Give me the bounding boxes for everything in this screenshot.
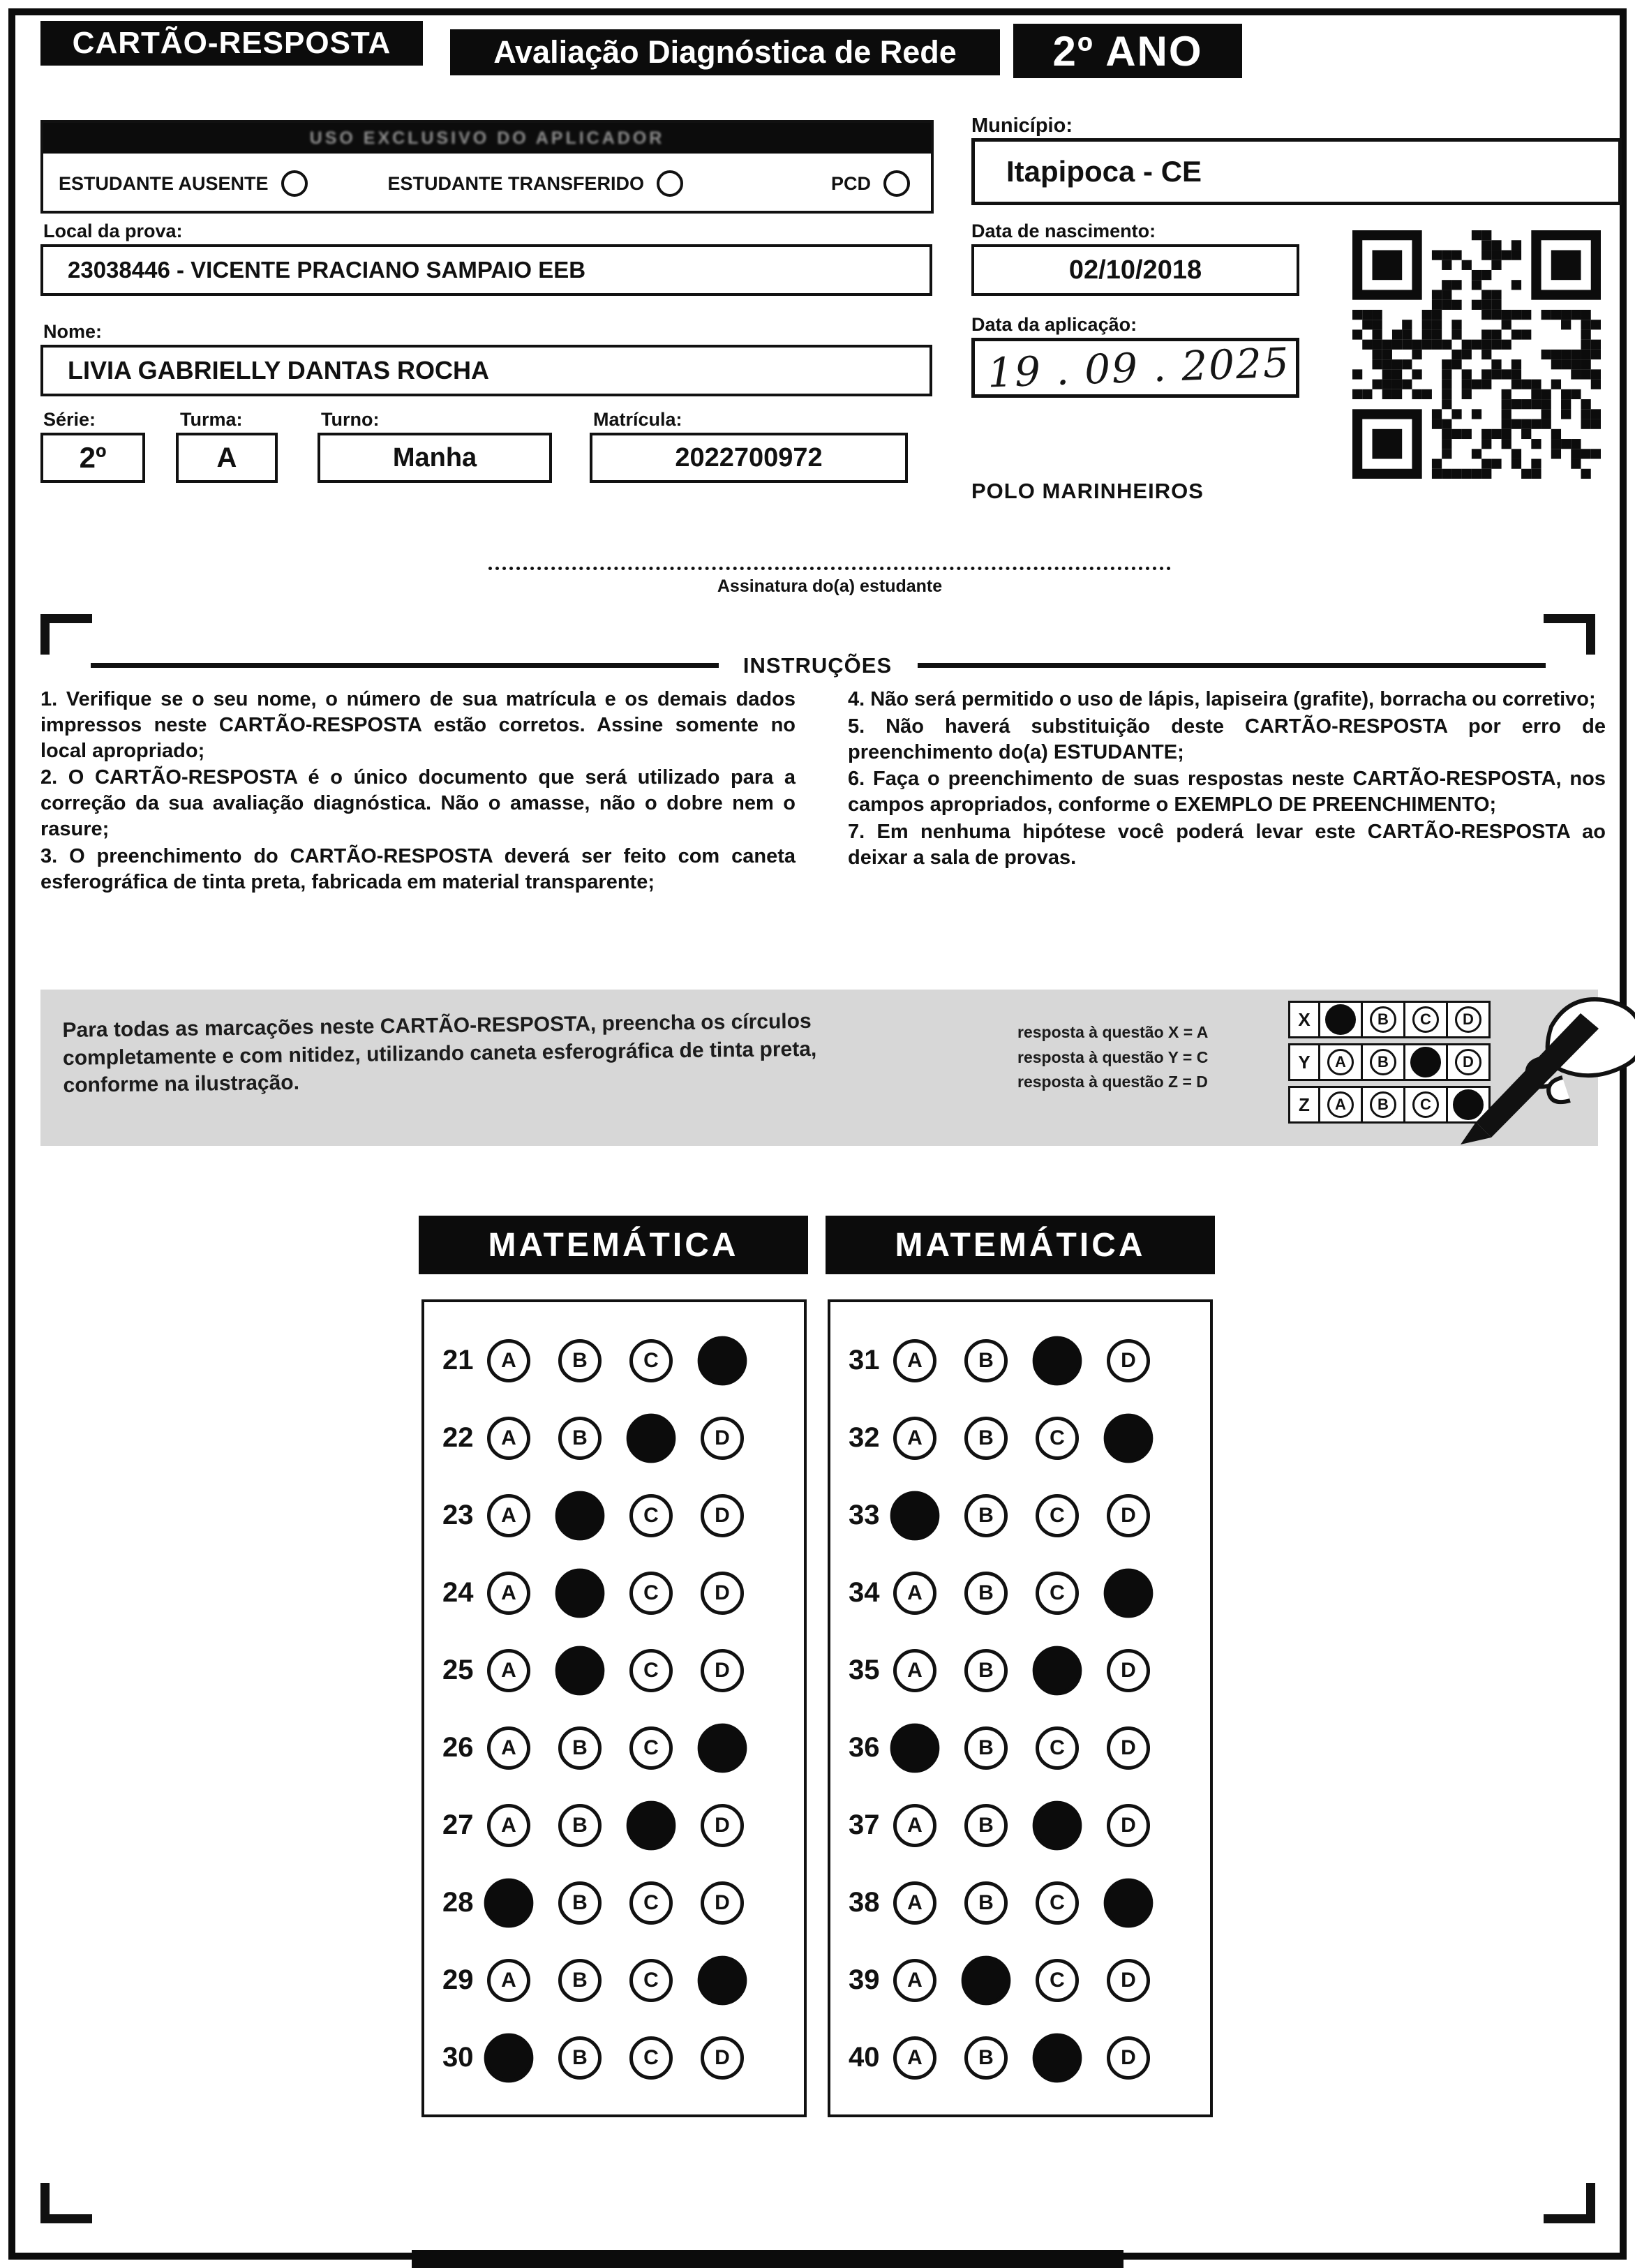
data-nascimento-value: 02/10/2018 xyxy=(971,244,1299,296)
question-number: 28 xyxy=(442,1887,474,1918)
question-row-28 xyxy=(424,1864,804,1941)
answer-bubble-24-d[interactable]: D xyxy=(701,1572,744,1615)
answer-bubble-40-a[interactable]: A xyxy=(893,2036,936,2080)
instructions-title: INSTRUÇÕES xyxy=(742,653,893,678)
answer-bubble-23-d[interactable]: D xyxy=(701,1494,744,1537)
example-bubble-a xyxy=(1325,1004,1356,1035)
answer-bubble-39-b[interactable] xyxy=(962,1955,1011,2005)
answer-bubble-31-b[interactable]: B xyxy=(964,1339,1008,1382)
local-da-prova-label: Local da prova: xyxy=(43,221,183,241)
answer-bubble-30-c[interactable]: C xyxy=(629,2036,673,2080)
question-row-24 xyxy=(424,1554,804,1632)
polo-label: POLO MARINHEIROS xyxy=(971,479,1204,503)
example-bubble-c: C xyxy=(1412,1006,1439,1033)
municipio-label: Município: xyxy=(971,114,1073,137)
example-cell xyxy=(1446,1001,1491,1038)
question-number: 36 xyxy=(849,1732,880,1763)
example-bubble-b: B xyxy=(1370,1006,1396,1033)
bottom-timing-bar xyxy=(412,2250,1123,2268)
answer-bubble-21-a[interactable]: A xyxy=(487,1339,530,1382)
question-row-30 xyxy=(424,2019,804,2096)
answer-bubble-31-d[interactable]: D xyxy=(1107,1339,1150,1382)
turma-label: Turma: xyxy=(180,409,243,430)
answer-bubble-27-c[interactable] xyxy=(627,1800,676,1850)
example-row-y xyxy=(1288,1043,1491,1081)
applicator-option-label: ESTUDANTE TRANSFERIDO xyxy=(387,172,645,194)
local-da-prova-value: 23038446 - VICENTE PRACIANO SAMPAIO EEB xyxy=(40,244,932,296)
answer-bubble-24-b[interactable] xyxy=(555,1568,605,1618)
answer-bubble-40-d[interactable]: D xyxy=(1107,2036,1150,2080)
answer-bubble-28-a[interactable] xyxy=(484,1878,534,1927)
question-row-39 xyxy=(830,1941,1210,2019)
answer-bubble-37-b[interactable]: B xyxy=(964,1804,1008,1847)
answer-bubble-28-c[interactable]: C xyxy=(629,1881,673,1925)
answer-bubble-34-c[interactable]: C xyxy=(1036,1572,1079,1615)
example-bubble-a: A xyxy=(1327,1049,1354,1075)
instruction-item: 6. Faça o preenchimento de suas respostas neste CARTÃO-RESPOSTA, nos campos apropriados, conforme o EXEMPLO DE PREENCHIMENTO; xyxy=(848,768,1606,816)
question-number: 24 xyxy=(442,1577,474,1608)
applicator-section xyxy=(40,120,934,214)
answer-bubble-29-c[interactable]: C xyxy=(629,1959,673,2002)
answer-block-31-40 xyxy=(828,1299,1213,2117)
example-cell xyxy=(1446,1043,1491,1081)
answer-bubble-34-a[interactable]: A xyxy=(893,1572,936,1615)
applicator-bar xyxy=(43,123,931,154)
answer-bubble-21-c[interactable]: C xyxy=(629,1339,673,1382)
applicator-option-1 xyxy=(59,170,308,197)
answer-bubble-25-d[interactable]: D xyxy=(701,1649,744,1692)
fill-example-grid xyxy=(1288,1001,1491,1128)
example-bubble-a: A xyxy=(1327,1091,1354,1118)
answer-bubble-30-d[interactable]: D xyxy=(701,2036,744,2080)
answer-bubble-36-d[interactable]: D xyxy=(1107,1726,1150,1770)
answer-bubble-37-d[interactable]: D xyxy=(1107,1804,1150,1847)
answer-bubble-33-c[interactable]: C xyxy=(1036,1494,1079,1537)
answer-bubble-25-c[interactable]: C xyxy=(629,1649,673,1692)
question-row-21 xyxy=(424,1322,804,1399)
example-bubble-d: D xyxy=(1455,1006,1481,1033)
answer-bubble-32-b[interactable]: B xyxy=(964,1417,1008,1460)
question-number: 26 xyxy=(442,1732,474,1763)
question-number: 39 xyxy=(849,1964,880,1995)
answer-bubble-35-b[interactable]: B xyxy=(964,1649,1008,1692)
fill-example-band xyxy=(40,990,1598,1146)
answer-bubble-23-a[interactable]: A xyxy=(487,1494,530,1537)
example-cell xyxy=(1318,1043,1363,1081)
question-row-23 xyxy=(424,1477,804,1554)
municipio-value: Itapipoca - CE xyxy=(971,138,1622,205)
legend-line-x: resposta à questão X = A xyxy=(1017,1023,1209,1041)
answer-bubble-40-c[interactable] xyxy=(1033,2033,1082,2082)
question-row-40 xyxy=(830,2019,1210,2096)
section-title-matematica-2: MATEMÁTICA xyxy=(826,1216,1215,1274)
answer-bubble-22-c[interactable] xyxy=(627,1413,676,1463)
example-cell xyxy=(1361,1086,1405,1124)
applicator-option-label: ESTUDANTE AUSENTE xyxy=(59,172,269,194)
applicator-option-3 xyxy=(831,170,910,197)
example-bubble-c: C xyxy=(1412,1091,1439,1118)
handwritten-date: 19 . 09 . 2025 xyxy=(986,338,1291,397)
answer-bubble-32-a[interactable]: A xyxy=(893,1417,936,1460)
answer-bubble-26-b[interactable]: B xyxy=(558,1726,602,1770)
signature-label: Assinatura do(a) estudante xyxy=(717,576,943,596)
question-row-22 xyxy=(424,1399,804,1477)
section-title-matematica-1: MATEMÁTICA xyxy=(419,1216,808,1274)
example-bubble-c xyxy=(1410,1047,1441,1077)
question-row-35 xyxy=(830,1632,1210,1709)
answer-bubble-30-a[interactable] xyxy=(484,2033,534,2082)
question-row-27 xyxy=(424,1786,804,1864)
applicator-option-circle[interactable] xyxy=(657,170,683,197)
instruction-item: 4. Não será permitido o uso de lápis, lapiseira (grafite), borracha ou corretivo; xyxy=(848,688,1596,710)
instructions-column-left xyxy=(40,687,796,897)
example-cell xyxy=(1403,1001,1448,1038)
registration-mark-top-left xyxy=(40,614,92,655)
answer-bubble-28-d[interactable]: D xyxy=(701,1881,744,1925)
question-row-29 xyxy=(424,1941,804,2019)
example-row-label: Z xyxy=(1288,1086,1320,1124)
instruction-item: 7. Em nenhuma hipótese você poderá levar este CARTÃO-RESPOSTA ao deixar a sala de provas. xyxy=(848,821,1606,869)
applicator-option-2 xyxy=(388,170,684,197)
example-bubble-b: B xyxy=(1370,1091,1396,1118)
answer-bubble-22-a[interactable]: A xyxy=(487,1417,530,1460)
data-aplicacao-field[interactable] xyxy=(971,338,1299,398)
question-row-34 xyxy=(830,1554,1210,1632)
signature-line[interactable] xyxy=(488,567,1171,570)
card-title: CARTÃO-RESPOSTA xyxy=(40,21,423,66)
answer-bubble-21-b[interactable]: B xyxy=(558,1339,602,1382)
question-number: 23 xyxy=(442,1500,474,1530)
answer-bubble-32-d[interactable] xyxy=(1104,1413,1154,1463)
legend-line-y: resposta à questão Y = C xyxy=(1017,1047,1209,1066)
question-number: 33 xyxy=(849,1500,880,1530)
answer-bubble-32-c[interactable]: C xyxy=(1036,1417,1079,1460)
instruction-item: 1. Verifique se o seu nome, o número de sua matrícula e os demais dados impressos neste CARTÃO-RESPOSTA estão corretos. Assine somente no local apropriado; xyxy=(40,688,796,762)
question-row-26 xyxy=(424,1709,804,1786)
exam-title: Avaliação Diagnóstica de Rede xyxy=(450,29,1000,75)
registration-mark-top-right xyxy=(1544,614,1595,655)
question-number: 35 xyxy=(849,1655,880,1685)
data-nascimento-label: Data de nascimento: xyxy=(971,221,1156,241)
nome-value: LIVIA GABRIELLY DANTAS ROCHA xyxy=(40,345,932,396)
answer-block-21-30 xyxy=(421,1299,807,2117)
question-number: 31 xyxy=(849,1345,880,1375)
answer-bubble-38-b[interactable]: B xyxy=(964,1881,1008,1925)
question-row-38 xyxy=(830,1864,1210,1941)
answer-bubble-38-d[interactable] xyxy=(1104,1878,1154,1927)
answer-bubble-33-b[interactable]: B xyxy=(964,1494,1008,1537)
example-row-x xyxy=(1288,1001,1491,1038)
answer-bubble-33-d[interactable]: D xyxy=(1107,1494,1150,1537)
turma-value: A xyxy=(176,433,278,483)
instructions-rule-right xyxy=(918,663,1546,668)
answer-bubble-27-b[interactable]: B xyxy=(558,1804,602,1847)
answer-bubble-37-a[interactable]: A xyxy=(893,1804,936,1847)
question-number: 21 xyxy=(442,1345,474,1375)
question-number: 22 xyxy=(442,1422,474,1453)
answer-bubble-21-d[interactable] xyxy=(698,1336,747,1385)
question-number: 29 xyxy=(442,1964,474,1995)
answer-bubble-22-b[interactable]: B xyxy=(558,1417,602,1460)
serie-label: Série: xyxy=(43,409,96,430)
answer-bubble-31-a[interactable]: A xyxy=(893,1339,936,1382)
data-aplicacao-label: Data da aplicação: xyxy=(971,314,1137,335)
answer-bubble-31-c[interactable] xyxy=(1033,1336,1082,1385)
answer-bubble-27-d[interactable]: D xyxy=(701,1804,744,1847)
turno-label: Turno: xyxy=(321,409,380,430)
registration-mark-bottom-right xyxy=(1544,2183,1595,2223)
applicator-option-circle[interactable] xyxy=(281,170,308,197)
question-number: 32 xyxy=(849,1422,880,1453)
answer-bubble-39-c[interactable]: C xyxy=(1036,1959,1079,2002)
example-bubble-d xyxy=(1453,1089,1484,1120)
applicator-option-label: PCD xyxy=(830,172,871,194)
example-cell xyxy=(1403,1043,1448,1081)
question-number: 37 xyxy=(849,1810,880,1840)
applicator-options-row xyxy=(43,154,931,197)
question-row-33 xyxy=(830,1477,1210,1554)
question-number: 27 xyxy=(442,1810,474,1840)
answer-bubble-30-b[interactable]: B xyxy=(558,2036,602,2080)
example-bubble-d: D xyxy=(1455,1049,1481,1075)
answer-bubble-26-c[interactable]: C xyxy=(629,1726,673,1770)
answer-bubble-24-a[interactable]: A xyxy=(487,1572,530,1615)
answer-bubble-25-a[interactable]: A xyxy=(487,1649,530,1692)
example-cell xyxy=(1403,1086,1448,1124)
example-row-label: X xyxy=(1288,1001,1320,1038)
qr-code xyxy=(1352,230,1601,479)
turno-value: Manha xyxy=(318,433,552,483)
answer-bubble-36-b[interactable]: B xyxy=(964,1726,1008,1770)
answer-bubble-34-d[interactable] xyxy=(1104,1568,1154,1618)
instruction-item: 5. Não haverá substituição deste CARTÃO-RESPOSTA por erro de preenchimento do(a) ESTUDANTE; xyxy=(848,715,1606,763)
question-row-25 xyxy=(424,1632,804,1709)
example-cell xyxy=(1446,1086,1491,1124)
matricula-value: 2022700972 xyxy=(590,433,908,483)
answer-bubble-33-a[interactable] xyxy=(890,1491,940,1540)
answer-bubble-35-d[interactable]: D xyxy=(1107,1649,1150,1692)
example-cell xyxy=(1318,1001,1363,1038)
question-row-37 xyxy=(830,1786,1210,1864)
answer-bubble-37-c[interactable] xyxy=(1033,1800,1082,1850)
matricula-label: Matrícula: xyxy=(593,409,682,430)
answer-bubble-35-a[interactable]: A xyxy=(893,1649,936,1692)
answer-bubble-35-c[interactable] xyxy=(1033,1646,1082,1695)
answer-bubble-36-c[interactable]: C xyxy=(1036,1726,1079,1770)
answer-bubble-27-a[interactable]: A xyxy=(487,1804,530,1847)
question-row-36 xyxy=(830,1709,1210,1786)
example-bubble-b: B xyxy=(1370,1049,1396,1075)
example-cell xyxy=(1361,1001,1405,1038)
answer-bubble-40-b[interactable]: B xyxy=(964,2036,1008,2080)
fill-example-legend xyxy=(1017,1020,1208,1095)
answer-bubble-34-b[interactable]: B xyxy=(964,1572,1008,1615)
question-number: 38 xyxy=(849,1887,880,1918)
question-row-31 xyxy=(830,1322,1210,1399)
example-cell xyxy=(1318,1086,1363,1124)
answer-bubble-25-b[interactable] xyxy=(555,1646,605,1695)
answer-bubble-26-d[interactable] xyxy=(698,1723,747,1773)
question-number: 34 xyxy=(849,1577,880,1608)
fill-example-text: Para todas as marcações neste CARTÃO-RESPOSTA, preencha os círculos completamente e com nitidez, utilizando caneta esferográfica de tinta preta, conforme na ilustração. xyxy=(62,1009,817,1098)
grade-badge: 2º ANO xyxy=(1013,24,1242,78)
legend-line-z: resposta à questão Z = D xyxy=(1017,1073,1208,1091)
answer-bubble-22-d[interactable]: D xyxy=(701,1417,744,1460)
instructions-column-right xyxy=(848,687,1606,872)
question-number: 30 xyxy=(442,2042,474,2073)
applicator-option-circle[interactable] xyxy=(883,170,910,197)
applicator-bar-label: USO EXCLUSIVO DO APLICADOR xyxy=(309,128,665,148)
serie-value: 2º xyxy=(40,433,145,483)
example-row-z xyxy=(1288,1086,1491,1124)
instruction-item: 3. O preenchimento do CARTÃO-RESPOSTA deverá ser feito com caneta esferográfica de tinta preta, fabricada em material transparente; xyxy=(40,844,796,893)
instruction-item: 2. O CARTÃO-RESPOSTA é o único documento que será utilizado para a correção da sua avaliação diagnóstica. Não o amasse, não o dobre nem o rasure; xyxy=(40,766,796,841)
answer-bubble-23-c[interactable]: C xyxy=(629,1494,673,1537)
answer-bubble-38-c[interactable]: C xyxy=(1036,1881,1079,1925)
question-number: 25 xyxy=(442,1655,474,1685)
answer-bubble-24-c[interactable]: C xyxy=(629,1572,673,1615)
answer-bubble-28-b[interactable]: B xyxy=(558,1881,602,1925)
answer-bubble-29-d[interactable] xyxy=(698,1955,747,2005)
answer-bubble-39-d[interactable]: D xyxy=(1107,1959,1150,2002)
answer-bubble-23-b[interactable] xyxy=(555,1491,605,1540)
example-row-label: Y xyxy=(1288,1043,1320,1081)
answer-bubble-39-a[interactable]: A xyxy=(893,1959,936,2002)
answer-bubble-36-a[interactable] xyxy=(890,1723,940,1773)
answer-bubble-26-a[interactable]: A xyxy=(487,1726,530,1770)
nome-label: Nome: xyxy=(43,321,103,342)
answer-bubble-29-a[interactable]: A xyxy=(487,1959,530,2002)
question-row-32 xyxy=(830,1399,1210,1477)
registration-mark-bottom-left xyxy=(40,2183,92,2223)
example-cell xyxy=(1361,1043,1405,1081)
answer-bubble-38-a[interactable]: A xyxy=(893,1881,936,1925)
question-number: 40 xyxy=(849,2042,880,2073)
answer-bubble-29-b[interactable]: B xyxy=(558,1959,602,2002)
